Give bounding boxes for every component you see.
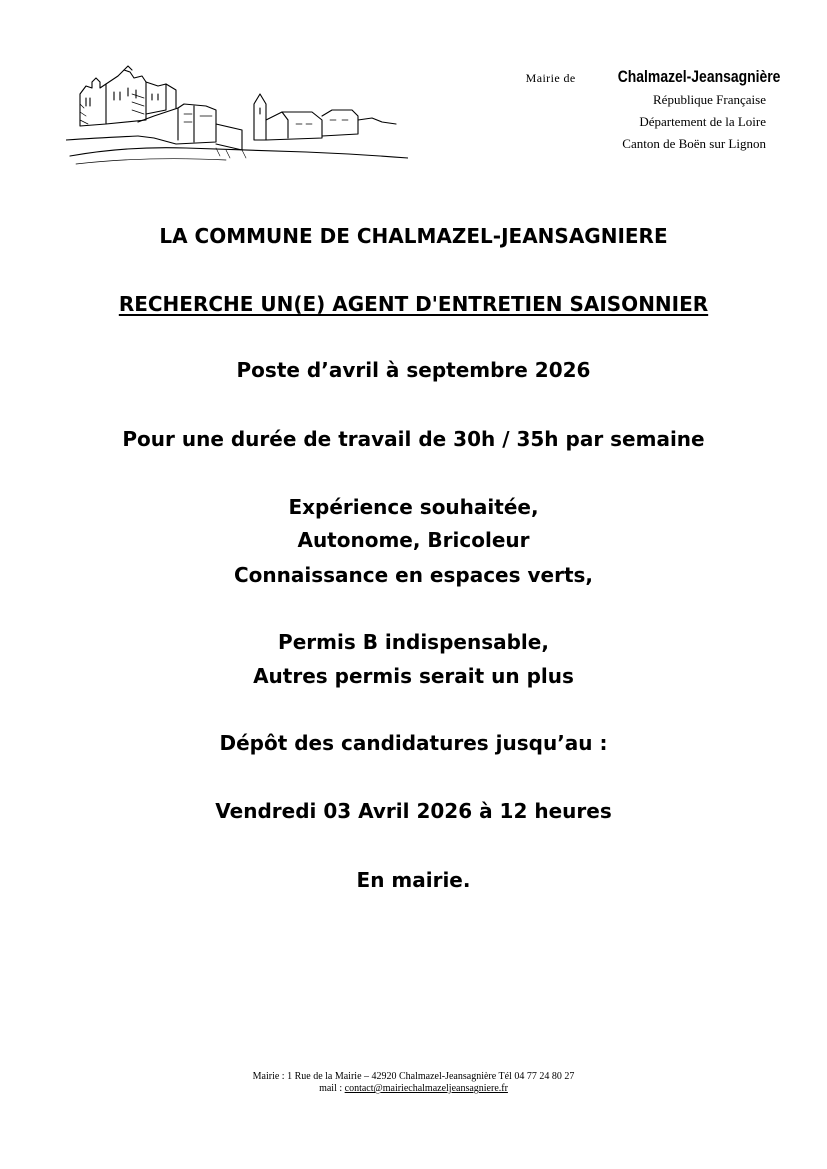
email-link[interactable]: contact@mairiechalmazeljeansagniere.fr: [344, 1083, 508, 1094]
work-duration: Pour une durée de travail de 30h / 35h par semaine: [122, 427, 705, 451]
poste-period: Poste d’avril à septembre 2026: [236, 358, 591, 382]
footer-address: Mairie : 1 Rue de la Mairie – 42920 Chalmazel-Jeansagnière Tél 04 77 24 80 27: [252, 1071, 575, 1082]
commune-name: Chalmazel-Jeansagnière: [617, 67, 780, 86]
experience-required: Expérience souhaitée,: [288, 495, 539, 519]
mairie-title: [525, 66, 780, 89]
autonome-bricoleur: Autonome, Bricoleur: [297, 528, 530, 552]
footer: [0, 1071, 827, 1095]
permis-b: Permis B indispensable,: [278, 630, 549, 654]
date-limite: Vendredi 03 Avril 2026 à 12 heures: [215, 799, 612, 823]
announcement-subtitle: RECHERCHE UN(E) AGENT D'ENTRETIEN SAISONNIER: [118, 292, 709, 316]
autres-permis: Autres permis serait un plus: [253, 664, 574, 688]
mail-label: mail :: [319, 1083, 343, 1094]
mairie-header: [525, 66, 780, 155]
depot-candidatures: Dépôt des candidatures jusqu’au :: [219, 731, 608, 755]
announcement-title: LA COMMUNE DE CHALMAZEL-JEANSAGNIERE: [159, 224, 668, 248]
footer-mail: [0, 1083, 827, 1095]
departement-line: Département de la Loire: [639, 114, 766, 129]
lieu-depot: En mairie.: [356, 868, 471, 892]
castle-sketch-logo: [66, 64, 408, 170]
republique-line: République Française: [653, 92, 766, 107]
espaces-verts: Connaissance en espaces verts,: [233, 563, 594, 587]
canton-line: Canton de Boën sur Lignon: [622, 136, 766, 151]
mairie-prefix: Mairie de: [525, 71, 576, 85]
